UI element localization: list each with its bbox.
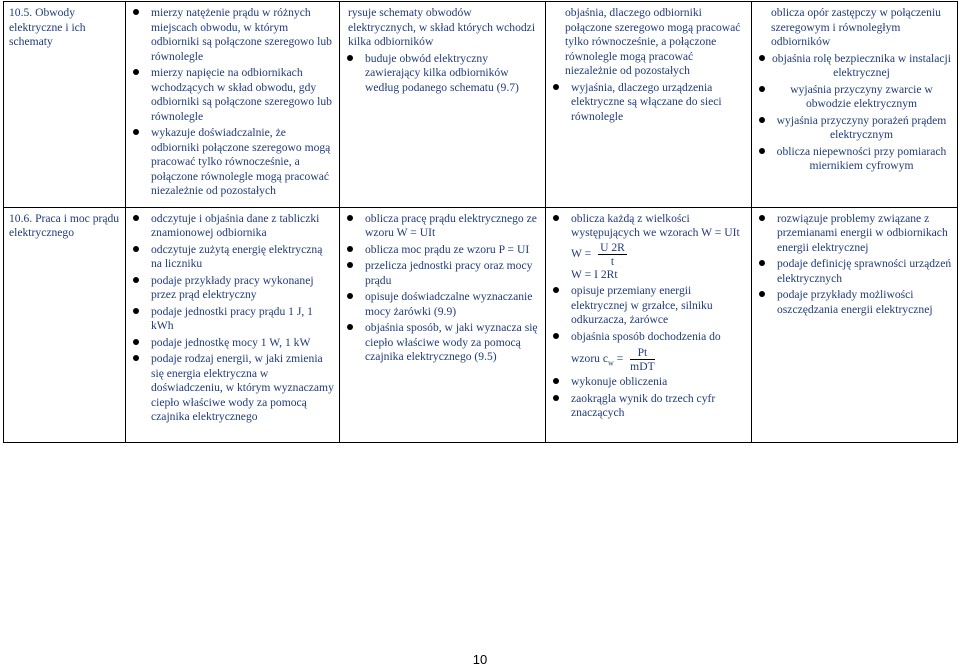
- list-item: oblicza moc prądu ze wzoru P = UI: [345, 243, 540, 258]
- list-item: podaje przykłady możliwości oszczędzania energii elektrycznej: [757, 288, 952, 317]
- list-item: odczytuje zużytą energię elektryczną na liczniku: [131, 243, 334, 272]
- list-item: wyjaśnia, dlaczego urządzenia elektryczne są włączane do sieci równolegle: [551, 81, 746, 125]
- list-item: opisuje przemiany energii elektrycznej w grzałce, silniku odkurzacza, żarówce: [551, 284, 746, 328]
- page-number: 10: [472, 652, 488, 667]
- list-item: wyjaśnia przyczyny zwarcie w obwodzie elektrycznym: [757, 83, 952, 112]
- list-item: rozwiązuje problemy związane z przemianami energii w odbiornikach energii elektrycznej: [757, 212, 952, 256]
- list-item: opisuje doświadczalne wyznaczanie mocy żarówki (9.9): [345, 290, 540, 319]
- list-item: wyjaśnia przyczyny porażeń prądem elektrycznym: [757, 114, 952, 143]
- extended-requirements-cell: [340, 207, 546, 442]
- list-item: [551, 212, 746, 283]
- list-item: oblicza niepewności przy pomiarach miernikiem cyfrowym: [757, 145, 952, 174]
- list-item: podaje rodzaj energii, w jaki zmienia się energia elektryczna w doświadczeniu, w którym wyznaczamy ciepło właściwe wody za pomocą czajnika elektrycznego: [131, 352, 334, 425]
- formula-power-resistance: W = $\frac{U 2R}{t}$: [571, 240, 625, 268]
- item-text: objaśnia sposób dochodzenia do: [571, 329, 721, 343]
- basic-requirements-cell: [126, 2, 340, 208]
- table-row: [4, 207, 958, 442]
- list-item: objaśnia rolę bezpiecznika w instalacji elektrycznej: [757, 52, 952, 81]
- list-item: wykazuje doświadczalnie, że odbiorniki połączone szeregowo mogą pracować tylko równocześnie, a połączone równolegle mogą pracować niezależnie od pozostałych: [131, 126, 334, 199]
- advanced-requirements-cell: [546, 207, 752, 442]
- list-item: wykonuje obliczenia: [551, 375, 746, 390]
- plain-text: oblicza opór zastępczy w połączeniu szeregowym i równoległym odbiorników: [771, 6, 941, 48]
- extended-requirements-cell: [340, 2, 546, 208]
- excellent-requirements-cell: [752, 207, 958, 442]
- plain-text: objaśnia, dlaczego odbiorniki połączone szeregowo mogą pracować tylko równocześnie, a połączone równolegle mogą pracować niezależnie od pozostałych: [565, 6, 741, 77]
- table-row: [4, 2, 958, 208]
- list-item: objaśnia sposób, w jaki wyznacza się ciepło właściwe wody za pomocą czajnika elektrycznego (9.5): [345, 321, 540, 365]
- list-item: przelicza jednostki pracy oraz mocy prądu: [345, 259, 540, 288]
- basic-requirements-cell: [126, 207, 340, 442]
- advanced-requirements-cell: [546, 2, 752, 208]
- topic-cell: 10.5. Obwody elektryczne i ich schematy: [4, 2, 126, 208]
- list-item: odczytuje i objaśnia dane z tabliczki znamionowej odbiornika: [131, 212, 334, 241]
- formula-joule: W = I 2Rt: [571, 267, 618, 281]
- list-item: podaje jednostkę mocy 1 W, 1 kW: [131, 336, 334, 351]
- topic-cell: 10.6. Praca i moc prądu elektrycznego: [4, 207, 126, 442]
- list-item: podaje przykłady pracy wykonanej przez prąd elektryczny: [131, 274, 334, 303]
- curriculum-table: [3, 1, 958, 443]
- list-item: [551, 330, 746, 374]
- list-item: oblicza pracę prądu elektrycznego ze wzoru W = UIt: [345, 212, 540, 241]
- list-item: mierzy natężenie prądu w różnych miejscach obwodu, w którym odbiorniki są połączone szeregowo lub równolegle: [131, 6, 334, 64]
- list-item: podaje jednostki pracy prądu 1 J, 1 kWh: [131, 305, 334, 334]
- list-item: podaje definicję sprawności urządzeń elektrycznych: [757, 257, 952, 286]
- item-text: oblicza każdą z wielkości występujących we wzorach W = UIt: [571, 211, 740, 239]
- formula-specific-heat: wzoru $c_w$ = Pt mDT: [571, 346, 655, 373]
- plain-text: rysuje schematy obwodów elektrycznych, w skład których wchodzi kilka odbiorników: [348, 6, 536, 48]
- list-item: buduje obwód elektryczny zawierający kilka odbiorników według podanego schematu (9.7): [345, 52, 540, 96]
- list-item: mierzy napięcie na odbiornikach wchodzących w skład obwodu, gdy odbiorniki są połączone szeregowo lub równolegle: [131, 66, 334, 124]
- excellent-requirements-cell: [752, 2, 958, 208]
- list-item: zaokrągla wynik do trzech cyfr znaczących: [551, 392, 746, 421]
